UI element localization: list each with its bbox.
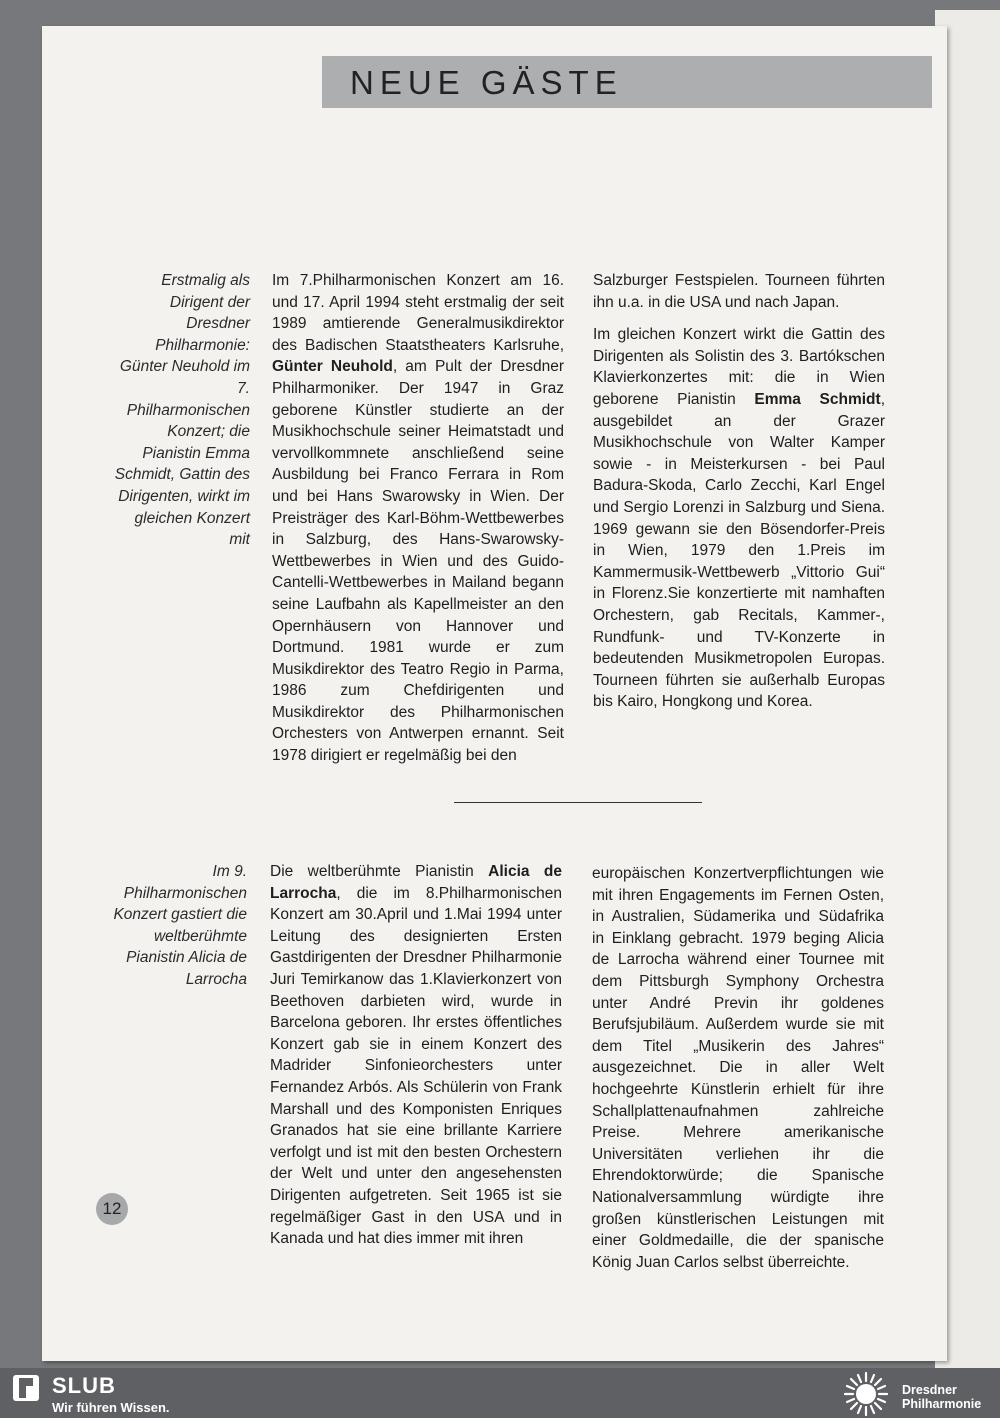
slub-brand: SLUB — [52, 1373, 116, 1398]
article-column-4 — [592, 863, 884, 1284]
page-title: NEUE GÄSTE — [350, 64, 623, 101]
article-column-1 — [272, 270, 564, 778]
paragraph-emma-schmidt: Im gleichen Konzert wirkt die Gattin des Dirigenten als Solistin des 3. Bartókschen Klavierkonzertes mit: die in Wien geborene Pianistin Emma Schmidt, ausgebildet an der Grazer Musikhochschule von Walter Kamper sowie - in Meisterkursen - bei Paul Badura-Skoda, Carlo Zecchi, Karl Engel und Sergio Lorenzi in Salzburg und Siena. 1969 gewann sie den Bösendorfer-Preis in Wien, 1979 den 1.Preis im Kammermusik-Wettbewerb „Vittorio Gui“ in Florenz.Sie konzertierte mit namhaften Orchestern, gab Recitals, Kammer-, Rundfunk- und TV-Konzerte in bedeutenden Musikmetropolen Europas. Tourneen führten sie außerhalb Europas bis Kairo, Hongkong und Korea. — [593, 326, 885, 711]
page-number: 12 — [96, 1193, 128, 1225]
paragraph-larrocha-continued: europäischen Konzertverpflichtungen wie mit ihren Engagements im Fernen Osten, in Australien, Südamerika und Südafrika in Einklang gebracht. 1979 beging Alicia de Larrocha während einer Tournee mit dem Pittsburgh Symphony Orchestra unter André Previn ihr goldenes Berufsjubiläum. Außerdem wurde sie mit dem Titel „Musikerin des Jahres“ ausgezeichnet. Die in aller Welt hochgeehrte Künstlerin erhielt für ihre Schallplattenaufnahmen zahlreiche Preise. Mehrere amerikanische Universitäten verliehen ihr die Ehrendoktorwürde; die Spanische Nationalversammlung würdigte ihre großen künstlerischen Leistungen mit einer Goldmedaille, die der spanische König Juan Carlos selbst überreichte. — [592, 865, 884, 1271]
paragraph-festspiele: Salzburger Festspielen. Tourneen führten ihn u.a. in die USA und nach Japan. — [593, 272, 885, 311]
name-guenter-neuhold: Günter Neuhold — [272, 358, 393, 376]
section-divider — [454, 802, 702, 803]
slub-tagline: Wir führen Wissen. — [52, 1400, 170, 1415]
slub-logo-icon — [12, 1374, 40, 1402]
side-note-larrocha: Im 9. Philharmonischen Konzert gastiert die weltberühmte Pianistin Alicia de Larrocha — [113, 863, 247, 988]
side-note-neuhold: Erstmalig als Dirigent der Dresdner Philharmonie: Günter Neuhold im 7. Philharmonischen Konzert; die Pianistin Emma Schmidt, Gattin des Dirigenten, wirkt im gleichen Konzert mit — [114, 272, 250, 549]
article-column-2 — [593, 270, 885, 724]
dresdner-philharmonie-logo — [842, 1370, 890, 1418]
partner-name-line1: Dresdner — [902, 1383, 957, 1397]
name-alicia-de-larrocha: Alicia de Larrocha — [270, 863, 562, 902]
paragraph-larrocha: Die weltberühmte Pianistin Alicia de Larrocha, die im 8.Philharmonischen Konzert am 30.April und 1.Mai 1994 unter Leitung des designierten Ersten Gastdirigenten der Dresdner Philharmonie Juri Temirkanow das 1.Klavierkonzert von Beethoven darbieten wird, wurde in Barcelona geboren. Ihr erstes öffentliches Konzert gab sie in einem Konzert des Madrider Sinfonieorchesters unter Fernandez Arbós. Als Schülerin von Frank Marshall und des Komponisten Enriques Granados hat sie eine brillante Karriere verfolgt und ist mit den besten Orchestern der Welt und unter den angesehensten Dirigenten aufgetreten. Seit 1965 ist sie regelmäßiger Gast in den USA und in Kanada und hat dies immer mit ihren — [270, 863, 562, 1248]
name-emma-schmidt: Emma Schmidt — [754, 390, 881, 408]
article-column-3 — [270, 861, 562, 1261]
partner-name-line2: Philharmonie — [902, 1397, 982, 1411]
paragraph-neuhold: Im 7.Philharmonischen Konzert am 16. und 17. April 1994 steht erstmalig der seit 1989 amtierende Generalmusikdirektor des Badischen Staatstheaters Karlsruhe, Günter Neuhold, am Pult der Dresdner Philharmoniker. Der 1947 in Graz geborene Künstler studierte an der Musikhochschule seiner Heimatstadt und vervollkommnete anschließend seine Ausbildung bei Franco Ferrara in Rom und bei Hans Swarowsky in Wien. Der Preisträger des Karl-Böhm-Wettbewerbes in Salzburg, des Hans-Swarowsky-Wettbewerbes in Wien und des Guido-Cantelli-Wettbewerbes in Mailand begann seine Laufbahn als Kapellmeister an den Opernhäusern von Hannover und Dortmund. 1981 wurde er zum Musikdirektor des Teatro Regio in Parma, 1986 zum Chefdirigenten und Musikdirektor des Philharmonischen Orchesters von Antwerpen ernannt. Seit 1978 dirigiert er regelmäßig bei den — [272, 272, 564, 765]
header-bar — [322, 56, 932, 108]
